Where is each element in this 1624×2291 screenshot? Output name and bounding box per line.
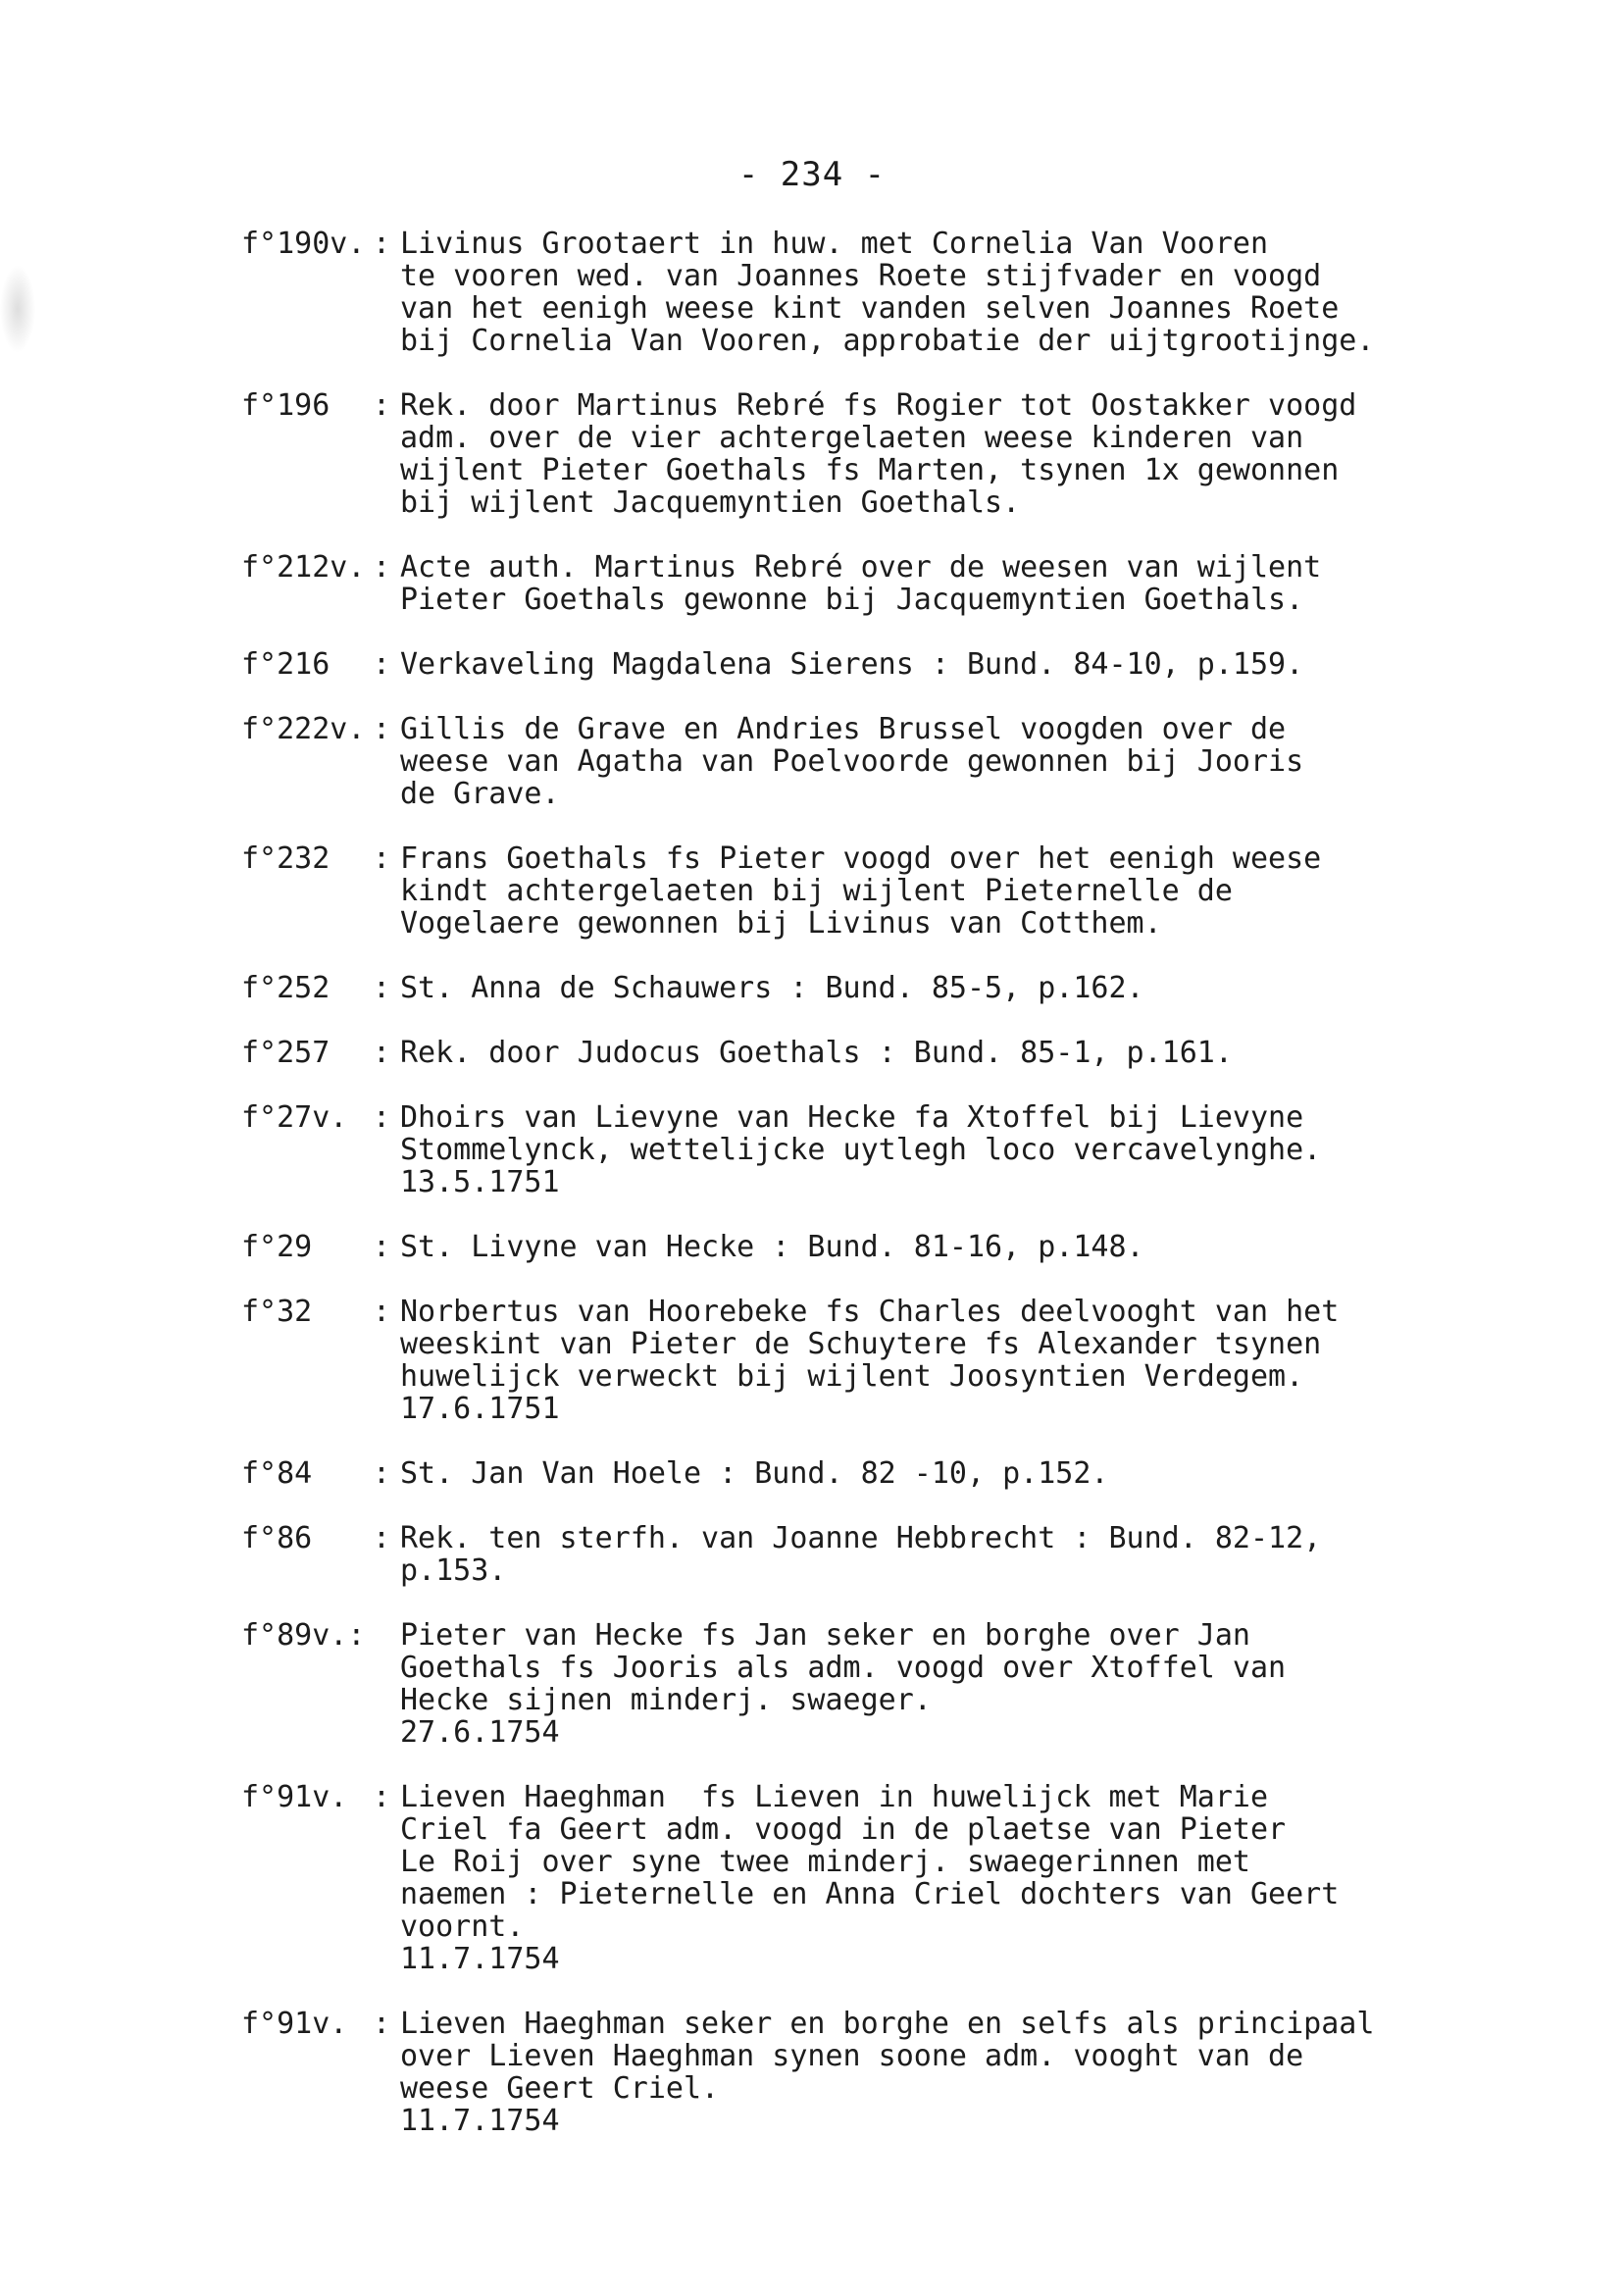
entry: [241, 648, 1516, 681]
entry-line: Frans Goethals fs Pieter voogd over het eenigh weese: [400, 841, 1322, 876]
entry-separator: :: [373, 1036, 391, 1070]
entry-folio: f°89v.:: [241, 1618, 366, 1653]
entry-separator: :: [373, 1456, 391, 1491]
entry-folio: f°257: [241, 1036, 330, 1070]
entry-folio: f°86: [241, 1521, 313, 1555]
entry-line: over Lieven Haeghman synen soone adm. vooght van de: [400, 2039, 1304, 2073]
entry-text: [400, 228, 1498, 357]
entry-line: van het eenigh weese kint vanden selven Joannes Roete: [400, 291, 1340, 326]
entry-folio: f°91v.: [241, 1780, 348, 1814]
entry-text: [400, 1619, 1498, 1749]
entry-line: Hecke sijnen minderj. swaeger.: [400, 1683, 932, 1717]
page-number: - 234 -: [737, 155, 887, 194]
entry-line: kindt achtergelaeten bij wijlent Pieternelle de: [400, 874, 1233, 908]
entry-folio: f°216: [241, 647, 330, 682]
entry-text: [400, 1781, 1498, 1975]
entry-line: weeskint van Pieter de Schuytere fs Alexander tsynen: [400, 1327, 1322, 1361]
entry-line: St. Anna de Schauwers : Bund. 85-5, p.162.: [400, 971, 1144, 1005]
entry-line: St. Jan Van Hoele : Bund. 82 -10, p.152.: [400, 1456, 1109, 1491]
entry-separator: :: [373, 971, 391, 1005]
entry-line: voornt.: [400, 1909, 525, 1944]
entry-line: Le Roij over syne twee minderj. swaegerinnen met: [400, 1845, 1250, 1879]
entry-line: Livinus Grootaert in huw. met Cornelia Van Vooren: [400, 227, 1269, 261]
entry-folio: f°212v.: [241, 550, 366, 585]
entry-line: Gillis de Grave en Andries Brussel voogden over de: [400, 712, 1287, 746]
entry-separator: :: [373, 647, 391, 682]
entry-line: Acte auth. Martinus Rebré over de weesen van wijlent: [400, 550, 1322, 585]
entry-line: adm. over de vier achtergelaeten weese kinderen van: [400, 421, 1304, 455]
entry-folio: f°91v.: [241, 2007, 348, 2041]
entry-text: [400, 713, 1498, 810]
entry-folio: f°232: [241, 841, 330, 876]
entry-line: 11.7.1754: [400, 2104, 560, 2138]
entry-separator: :: [373, 1780, 391, 1814]
entry-folio: f°27v.: [241, 1100, 348, 1135]
entry-line: Norbertus van Hoorebeke fs Charles deelvooght van het: [400, 1295, 1340, 1329]
entry-separator: :: [373, 388, 391, 423]
entry: [241, 1781, 1516, 1975]
entry-folio: f°190v.: [241, 227, 366, 261]
entry-text: [400, 972, 1498, 1004]
entry-line: weese van Agatha van Poelvoorde gewonnen bij Jooris: [400, 744, 1304, 779]
entry: [241, 1037, 1516, 1069]
entry: [241, 389, 1516, 519]
entry-line: Lieven Haeghman seker en borghe en selfs als principaal: [400, 2007, 1375, 2041]
entry-text: [400, 1231, 1498, 1263]
entry-line: Pieter van Hecke fs Jan seker en borghe over Jan: [400, 1618, 1250, 1653]
entry: [241, 1619, 1516, 1749]
entry: [241, 228, 1516, 357]
entry-line: weese Geert Criel.: [400, 2071, 720, 2106]
entry: [241, 2008, 1516, 2137]
scan-smudge: [0, 265, 35, 353]
entry-line: naemen : Pieternelle en Anna Criel dochters van Geert: [400, 1877, 1340, 1911]
entry-line: 13.5.1751: [400, 1165, 560, 1199]
entry: [241, 842, 1516, 940]
entry-text: [400, 648, 1498, 681]
entry-line: 17.6.1751: [400, 1392, 560, 1426]
entry-separator: :: [373, 1100, 391, 1135]
entry-folio: f°84: [241, 1456, 313, 1491]
entry-folio: f°196: [241, 388, 330, 423]
entry-line: bij wijlent Jacquemyntien Goethals.: [400, 485, 1021, 520]
entry-line: 11.7.1754: [400, 1942, 560, 1976]
entry-line: huwelijck verweckt bij wijlent Joosyntien Verdegem.: [400, 1359, 1304, 1394]
entry: [241, 551, 1516, 616]
entry-line: St. Livyne van Hecke : Bund. 81-16, p.148.: [400, 1230, 1144, 1264]
entries-list: [241, 228, 1516, 2169]
entry-separator: :: [373, 1230, 391, 1264]
entry-text: [400, 389, 1498, 519]
entry-text: [400, 842, 1498, 940]
entry: [241, 1231, 1516, 1263]
entry-line: p.153.: [400, 1553, 507, 1588]
entry-line: Rek. door Martinus Rebré fs Rogier tot Oostakker voogd: [400, 388, 1357, 423]
entry-line: Rek. ten sterfh. van Joanne Hebbrecht : Bund. 82-12,: [400, 1521, 1322, 1555]
entry-separator: :: [373, 1295, 391, 1329]
entry-text: [400, 1296, 1498, 1425]
entry-separator: :: [373, 227, 391, 261]
entry: [241, 1101, 1516, 1198]
entry-separator: :: [373, 1521, 391, 1555]
entry-line: Rek. door Judocus Goethals : Bund. 85-1, p.161.: [400, 1036, 1233, 1070]
entry-separator: :: [373, 712, 391, 746]
entry-line: de Grave.: [400, 777, 560, 811]
entry-line: Stommelynck, wettelijcke uytlegh loco vercavelynghe.: [400, 1133, 1322, 1167]
entry: [241, 1296, 1516, 1425]
entry-line: te vooren wed. van Joannes Roete stijfvader en voogd: [400, 259, 1322, 293]
entry-folio: f°29: [241, 1230, 313, 1264]
entry-line: Verkaveling Magdalena Sierens : Bund. 84-10, p.159.: [400, 647, 1304, 682]
entry-text: [400, 1457, 1498, 1490]
entry-separator: :: [373, 2007, 391, 2041]
entry: [241, 1522, 1516, 1587]
entry-line: wijlent Pieter Goethals fs Marten, tsynen 1x gewonnen: [400, 453, 1340, 487]
entry-separator: :: [373, 841, 391, 876]
entry-line: 27.6.1754: [400, 1715, 560, 1750]
entry-line: Dhoirs van Lievyne van Hecke fa Xtoffel bij Lievyne: [400, 1100, 1304, 1135]
entry-separator: :: [373, 550, 391, 585]
entry: [241, 1457, 1516, 1490]
entry-text: [400, 2008, 1498, 2137]
entry-line: Goethals fs Jooris als adm. voogd over Xtoffel van: [400, 1651, 1287, 1685]
entry: [241, 713, 1516, 810]
entry-folio: f°252: [241, 971, 330, 1005]
entry-line: Lieven Haeghman fs Lieven in huwelijck met Marie: [400, 1780, 1269, 1814]
entry: [241, 972, 1516, 1004]
entry-text: [400, 551, 1498, 616]
entry-line: Criel fa Geert adm. voogd in de plaetse van Pieter: [400, 1812, 1287, 1847]
entry-line: bij Cornelia Van Vooren, approbatie der uijtgrootijnge.: [400, 324, 1375, 358]
entry-text: [400, 1522, 1498, 1587]
entry-text: [400, 1037, 1498, 1069]
entry-text: [400, 1101, 1498, 1198]
entry-folio: f°222v.: [241, 712, 366, 746]
entry-line: Pieter Goethals gewonne bij Jacquemyntien Goethals.: [400, 583, 1304, 617]
entry-line: Vogelaere gewonnen bij Livinus van Cotthem.: [400, 906, 1162, 941]
entry-folio: f°32: [241, 1295, 313, 1329]
